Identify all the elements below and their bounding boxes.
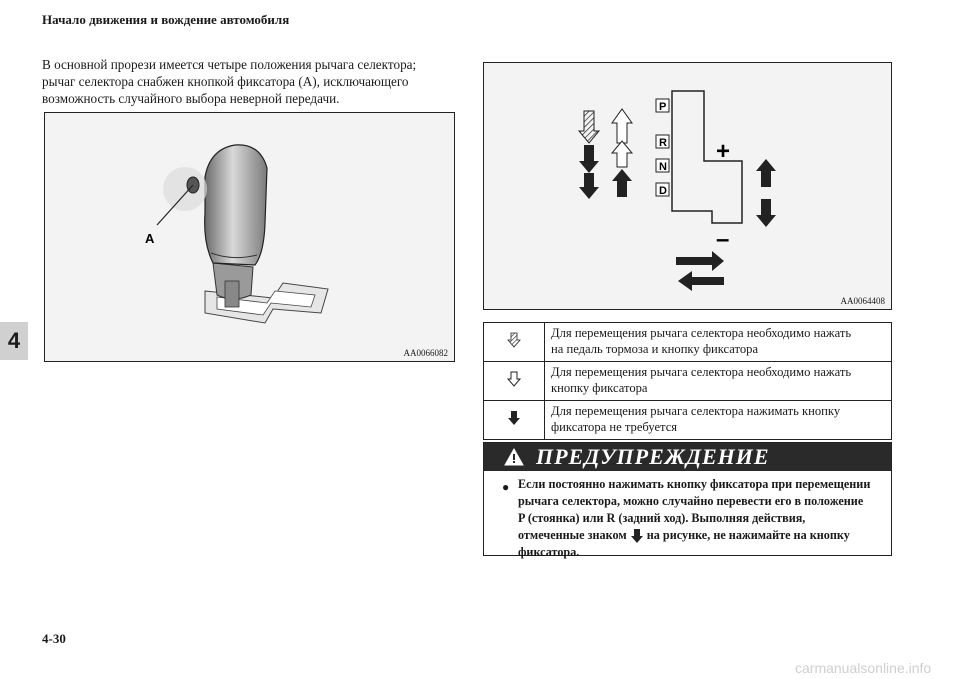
warning-line [518, 527, 878, 544]
legend-row [484, 323, 892, 362]
solid-arrow-icon [579, 145, 599, 173]
solid-arrow-icon [630, 528, 644, 544]
page-number: 4-30 [42, 631, 66, 646]
chapter-tab: 4 [0, 322, 28, 360]
watermark: carmanualsonline.info [795, 660, 932, 676]
legend-text: Для перемещения рычага селектора необходимо нажать [551, 326, 852, 340]
shift-gate [672, 91, 742, 223]
legend-text: Для перемещения рычага селектора нажимать кнопку [551, 404, 841, 418]
warning-box [483, 442, 892, 560]
shift-pattern-diagram [484, 63, 891, 309]
solid-arrow-icon [579, 173, 599, 199]
outline-arrow-icon [507, 371, 521, 387]
callout-label-a: A [145, 231, 155, 246]
legend-text: на педаль тормоза и кнопку фиксатора [551, 342, 759, 356]
intro-line: возможность случайного выбора неверной передачи. [42, 91, 340, 106]
position-p: P [659, 101, 667, 113]
position-d: D [659, 185, 667, 197]
plus-sign: + [716, 138, 731, 165]
position-r: R [659, 137, 667, 149]
bullet: ● [502, 480, 510, 494]
legend-text: кнопку фиксатора [551, 381, 648, 395]
solid-arrow-icon [676, 251, 724, 271]
legend-table [483, 322, 892, 440]
solid-arrow-icon [756, 199, 776, 227]
solid-arrow-icon [507, 410, 521, 426]
warning-line-part: на рисунке, не нажимайте на кнопку [646, 528, 850, 542]
hatched-arrow-icon [579, 111, 599, 143]
warning-line: рычага селектора, можно случайно перевести его в положение [518, 494, 864, 508]
warning-triangle-icon [504, 448, 524, 466]
solid-arrow-icon [756, 159, 776, 187]
legend-row [484, 401, 892, 440]
figure-code: AA0066082 [403, 348, 448, 358]
warning-header [484, 443, 891, 471]
legend-text: Для перемещения рычага селектора необходимо нажать [551, 365, 852, 379]
hatched-arrow-icon [507, 332, 521, 348]
warning-text [518, 476, 878, 561]
warning-line-part: отмеченные знаком [518, 528, 627, 542]
minus-sign: – [716, 226, 730, 253]
legend-row [484, 362, 892, 401]
legend-text: фиксатора не требуется [551, 420, 678, 434]
position-n: N [659, 161, 667, 173]
intro-line: рычаг селектора снабжен кнопкой фиксатора (A), исключающего [42, 74, 409, 89]
warning-line: фиксатора. [518, 545, 580, 560]
intro-paragraph [42, 56, 462, 107]
warning-line: P (стоянка) или R (задний ход). Выполняя действия, [518, 511, 806, 525]
page-header: Начало движения и вождение автомобиля [42, 12, 290, 27]
warning-title: ПРЕДУПРЕЖДЕНИЕ [536, 444, 770, 469]
outline-arrow-icon [612, 141, 632, 167]
selector-lever-illustration [45, 113, 454, 361]
warning-line: Если постоянно нажимать кнопку фиксатора при перемещении [518, 477, 871, 491]
selector-lever-figure [44, 112, 455, 362]
shift-pattern-figure [483, 62, 892, 310]
outline-arrow-icon [612, 109, 632, 143]
solid-arrow-icon [612, 169, 632, 197]
solid-arrow-icon [678, 271, 724, 291]
figure-code: AA0064408 [840, 296, 885, 306]
intro-line: В основной прорези имеется четыре положения рычага селектора; [42, 57, 417, 72]
